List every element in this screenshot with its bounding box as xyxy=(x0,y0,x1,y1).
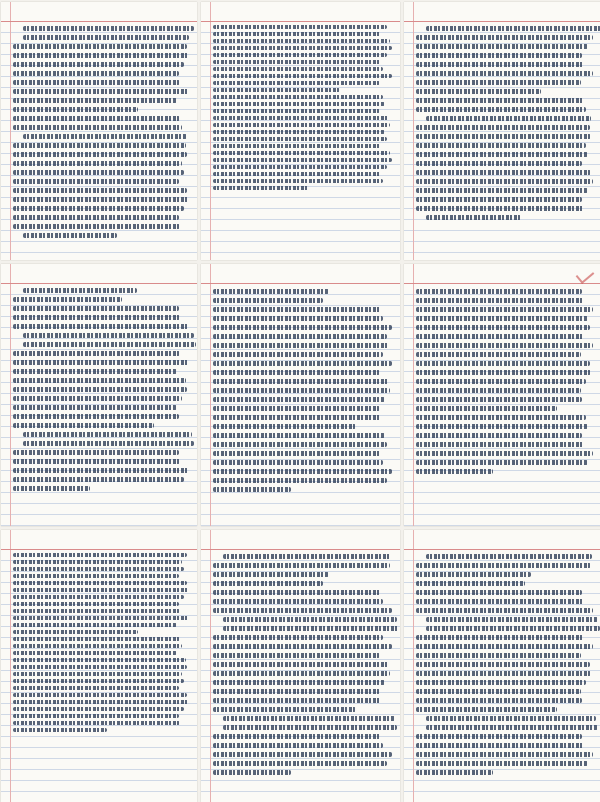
handwriting-line xyxy=(213,442,387,447)
handwriting-line xyxy=(213,469,392,474)
handwriting-line xyxy=(213,671,390,676)
handwriting-line xyxy=(213,352,383,357)
handwriting-line xyxy=(213,680,385,685)
handwriting-line xyxy=(13,567,184,571)
handwriting-line xyxy=(23,26,194,31)
handwriting-line xyxy=(416,152,588,157)
handwriting-line xyxy=(23,35,189,40)
handwriting-line xyxy=(213,39,390,43)
header-rule xyxy=(404,21,600,22)
handwriting-line xyxy=(416,143,586,148)
handwriting-line xyxy=(416,752,593,757)
essay-sheet-6 xyxy=(404,264,600,526)
handwriting-line xyxy=(213,734,381,739)
handwriting-line xyxy=(13,161,182,166)
handwriting-line xyxy=(416,770,493,775)
handwriting-line xyxy=(223,626,399,631)
handwriting-line xyxy=(416,698,582,703)
essay-sheet-3 xyxy=(404,2,600,260)
handwriting-line xyxy=(23,441,194,446)
margin-line xyxy=(210,264,211,526)
handwriting-line xyxy=(23,288,137,293)
handwriting-line xyxy=(416,334,584,339)
essay-sheet-2 xyxy=(201,2,400,260)
handwriting-line xyxy=(13,581,187,585)
handwriting-line xyxy=(213,334,387,339)
handwriting-line xyxy=(426,626,600,631)
header-rule xyxy=(1,21,197,22)
handwriting-line xyxy=(416,325,590,330)
handwriting-line xyxy=(213,563,390,568)
handwriting-line xyxy=(13,170,184,175)
handwriting-line xyxy=(213,581,323,586)
handwriting-line xyxy=(416,397,582,402)
handwriting-line xyxy=(213,74,392,78)
handwriting-line xyxy=(213,478,387,483)
handwriting-line xyxy=(213,46,392,50)
handwriting-line xyxy=(13,665,187,669)
handwriting-line xyxy=(13,44,187,49)
handwriting-line xyxy=(13,700,189,704)
handwriting-line xyxy=(416,406,557,411)
handwriting-line xyxy=(213,653,380,658)
handwriting-line xyxy=(213,172,381,176)
handwriting-line xyxy=(416,80,581,85)
handwriting-line xyxy=(13,297,122,302)
handwriting-line xyxy=(13,107,138,112)
handwriting-line xyxy=(416,653,581,658)
handwriting-line xyxy=(426,716,596,721)
handwriting-line xyxy=(13,714,179,718)
handwriting-line xyxy=(13,215,179,220)
handwriting-line xyxy=(416,343,593,348)
handwriting-line xyxy=(213,109,380,113)
handwriting-line xyxy=(13,387,187,392)
handwriting-line xyxy=(23,342,196,347)
handwriting-line xyxy=(213,95,383,99)
handwritten-text xyxy=(213,552,394,800)
handwriting-line xyxy=(13,315,180,320)
handwriting-line xyxy=(213,451,381,456)
header-rule xyxy=(201,549,400,550)
handwriting-line xyxy=(13,574,179,578)
handwriting-line xyxy=(213,707,356,712)
handwriting-line xyxy=(416,53,582,58)
handwriting-line xyxy=(213,307,381,312)
handwriting-line xyxy=(13,378,186,383)
handwriting-line xyxy=(13,179,179,184)
handwriting-line xyxy=(416,107,586,112)
handwriting-line xyxy=(213,662,389,667)
handwriting-line xyxy=(416,469,493,474)
margin-line xyxy=(413,264,414,526)
handwriting-line xyxy=(426,617,598,622)
handwriting-line xyxy=(13,707,184,711)
handwriting-line xyxy=(416,442,584,447)
handwriting-line xyxy=(416,644,593,649)
handwriting-line xyxy=(213,379,389,384)
handwriting-line xyxy=(13,369,177,374)
handwriting-line xyxy=(13,644,182,648)
handwriting-line xyxy=(416,581,525,586)
handwriting-line xyxy=(13,396,182,401)
handwriting-line xyxy=(213,186,309,190)
header-rule xyxy=(1,549,197,550)
handwriting-line xyxy=(213,179,383,183)
handwriting-line xyxy=(213,137,387,141)
header-rule xyxy=(1,283,197,284)
handwriting-line xyxy=(13,71,179,76)
handwriting-line xyxy=(13,306,179,311)
margin-line xyxy=(10,264,11,526)
handwriting-line xyxy=(416,671,591,676)
handwriting-line xyxy=(416,44,588,49)
handwriting-line xyxy=(23,233,117,238)
handwriting-line xyxy=(13,588,189,592)
handwriting-line xyxy=(213,644,392,649)
handwriting-line xyxy=(213,316,383,321)
handwriting-line xyxy=(13,630,138,634)
handwriting-line xyxy=(13,125,182,130)
handwriting-line xyxy=(416,170,591,175)
handwriting-line xyxy=(416,134,591,139)
handwriting-line xyxy=(416,161,582,166)
handwriting-line xyxy=(213,25,387,29)
essay-sheet-5 xyxy=(201,264,400,526)
handwritten-text xyxy=(13,24,191,258)
handwriting-line xyxy=(13,224,180,229)
handwriting-line xyxy=(13,206,184,211)
essay-sheet-9 xyxy=(404,530,600,802)
handwriting-line xyxy=(416,689,581,694)
handwriting-line xyxy=(13,98,177,103)
handwriting-line xyxy=(13,486,90,491)
handwriting-line xyxy=(13,324,189,329)
handwritten-text xyxy=(13,552,191,800)
handwriting-line xyxy=(13,623,177,627)
handwriting-line xyxy=(416,599,584,604)
handwriting-line xyxy=(426,116,591,121)
handwriting-line xyxy=(13,560,182,564)
handwriting-line xyxy=(213,743,383,748)
handwriting-line xyxy=(213,424,356,429)
handwriting-line xyxy=(13,616,189,620)
handwriting-line xyxy=(23,432,192,437)
handwriting-line xyxy=(13,89,189,94)
handwriting-line xyxy=(213,88,340,92)
handwriting-line xyxy=(213,116,389,120)
handwriting-line xyxy=(223,725,397,730)
handwriting-line xyxy=(416,460,588,465)
handwriting-line xyxy=(416,743,584,748)
margin-line xyxy=(413,530,414,802)
handwriting-line xyxy=(13,637,180,641)
handwriting-line xyxy=(213,32,381,36)
handwriting-line xyxy=(213,388,390,393)
handwritten-text xyxy=(13,286,191,524)
handwriting-line xyxy=(426,26,600,31)
handwriting-line xyxy=(13,459,180,464)
handwriting-line xyxy=(416,206,584,211)
handwriting-line xyxy=(223,617,397,622)
handwriting-line xyxy=(13,468,189,473)
handwriting-line xyxy=(13,414,179,419)
handwriting-line xyxy=(13,152,187,157)
handwriting-line xyxy=(13,62,184,67)
handwriting-line xyxy=(13,602,179,606)
handwriting-line xyxy=(13,351,180,356)
handwriting-line xyxy=(213,298,323,303)
essay-sheet-4 xyxy=(1,264,197,526)
handwriting-line xyxy=(416,370,591,375)
handwriting-line xyxy=(416,415,586,420)
handwriting-line xyxy=(416,62,584,67)
handwriting-line xyxy=(416,608,593,613)
handwriting-line xyxy=(416,361,590,366)
essay-sheet-8 xyxy=(201,530,400,802)
handwriting-line xyxy=(416,179,593,184)
handwriting-line xyxy=(213,406,380,411)
margin-line xyxy=(10,2,11,260)
handwriting-line xyxy=(213,608,392,613)
handwriting-line xyxy=(426,215,521,220)
handwriting-line xyxy=(13,143,186,148)
handwriting-line xyxy=(213,761,387,766)
handwriting-line xyxy=(416,590,582,595)
handwriting-line xyxy=(13,197,189,202)
handwriting-line xyxy=(13,693,187,697)
handwriting-line xyxy=(416,125,590,130)
handwriting-line xyxy=(13,405,177,410)
handwriting-line xyxy=(13,609,180,613)
handwriting-line xyxy=(416,379,586,384)
handwriting-line xyxy=(213,460,383,465)
handwriting-line xyxy=(416,352,581,357)
handwriting-line xyxy=(426,554,592,559)
handwriting-line xyxy=(426,725,598,730)
handwriting-line xyxy=(213,689,380,694)
handwriting-line xyxy=(416,680,586,685)
handwriting-line xyxy=(13,651,177,655)
handwriting-line xyxy=(13,423,154,428)
margin-line xyxy=(210,2,211,260)
margin-line xyxy=(210,530,211,802)
handwriting-line xyxy=(416,761,588,766)
handwriting-line xyxy=(13,658,186,662)
handwriting-line xyxy=(213,343,389,348)
handwriting-line xyxy=(13,728,107,732)
handwriting-line xyxy=(416,71,593,76)
handwriting-line xyxy=(416,298,584,303)
essay-sheet-7 xyxy=(1,530,197,802)
handwriting-line xyxy=(213,433,385,438)
handwriting-line xyxy=(13,116,180,121)
handwriting-line xyxy=(23,333,194,338)
handwritten-text xyxy=(213,24,394,258)
handwriting-line xyxy=(213,572,329,577)
grade-check-mark xyxy=(576,266,595,284)
essay-sheet-1 xyxy=(1,2,197,260)
handwriting-line xyxy=(416,734,582,739)
handwritten-text xyxy=(213,286,394,524)
handwriting-line xyxy=(223,716,395,721)
handwriting-line xyxy=(13,595,184,599)
handwriting-line xyxy=(416,451,593,456)
header-rule xyxy=(404,283,600,284)
handwriting-line xyxy=(213,60,381,64)
handwriting-line xyxy=(213,325,392,330)
handwriting-line xyxy=(13,553,187,557)
handwriting-line xyxy=(213,698,381,703)
handwriting-line xyxy=(213,599,383,604)
handwriting-line xyxy=(416,707,557,712)
handwriting-line xyxy=(213,590,381,595)
handwriting-line xyxy=(416,563,591,568)
handwriting-line xyxy=(13,679,184,683)
handwriting-line xyxy=(213,158,392,162)
handwriting-line xyxy=(416,424,588,429)
handwriting-line xyxy=(416,307,593,312)
handwriting-line xyxy=(416,572,531,577)
handwriting-line xyxy=(223,554,391,559)
handwriting-line xyxy=(213,165,387,169)
handwritten-text xyxy=(416,24,595,258)
handwriting-line xyxy=(13,721,180,725)
handwriting-line xyxy=(416,89,541,94)
handwriting-line xyxy=(416,316,588,321)
handwriting-line xyxy=(416,635,584,640)
handwriting-line xyxy=(416,433,582,438)
handwriting-line xyxy=(213,151,390,155)
handwriting-line xyxy=(13,80,180,85)
margin-line xyxy=(10,530,11,802)
handwriting-line xyxy=(213,361,392,366)
handwriting-line xyxy=(416,197,582,202)
handwriting-line xyxy=(213,67,383,71)
handwriting-line xyxy=(213,370,380,375)
handwriting-line xyxy=(416,662,590,667)
handwriting-line xyxy=(416,35,593,40)
handwriting-line xyxy=(213,53,387,57)
handwriting-line xyxy=(213,415,381,420)
handwriting-line xyxy=(213,130,385,134)
handwriting-line xyxy=(23,134,187,139)
handwriting-line xyxy=(213,397,385,402)
header-rule xyxy=(201,21,400,22)
handwriting-line xyxy=(416,289,582,294)
handwriting-line xyxy=(13,477,184,482)
handwriting-line xyxy=(213,752,392,757)
handwriting-line xyxy=(13,360,189,365)
handwriting-line xyxy=(213,635,383,640)
handwriting-line xyxy=(416,388,581,393)
handwriting-line xyxy=(213,144,381,148)
handwriting-line xyxy=(213,487,291,492)
handwriting-line xyxy=(213,102,385,106)
header-rule xyxy=(404,549,600,550)
header-rule xyxy=(201,283,400,284)
handwriting-line xyxy=(416,188,588,193)
handwriting-line xyxy=(13,188,187,193)
handwriting-line xyxy=(213,81,380,85)
handwriting-line xyxy=(213,289,329,294)
handwriting-line xyxy=(416,98,584,103)
handwritten-text xyxy=(416,286,595,524)
handwriting-line xyxy=(13,450,179,455)
margin-line xyxy=(413,2,414,260)
handwriting-line xyxy=(13,672,182,676)
handwriting-line xyxy=(13,686,179,690)
handwriting-line xyxy=(13,53,189,58)
handwriting-line xyxy=(213,770,291,775)
handwriting-line xyxy=(213,123,390,127)
handwritten-text xyxy=(416,552,595,800)
